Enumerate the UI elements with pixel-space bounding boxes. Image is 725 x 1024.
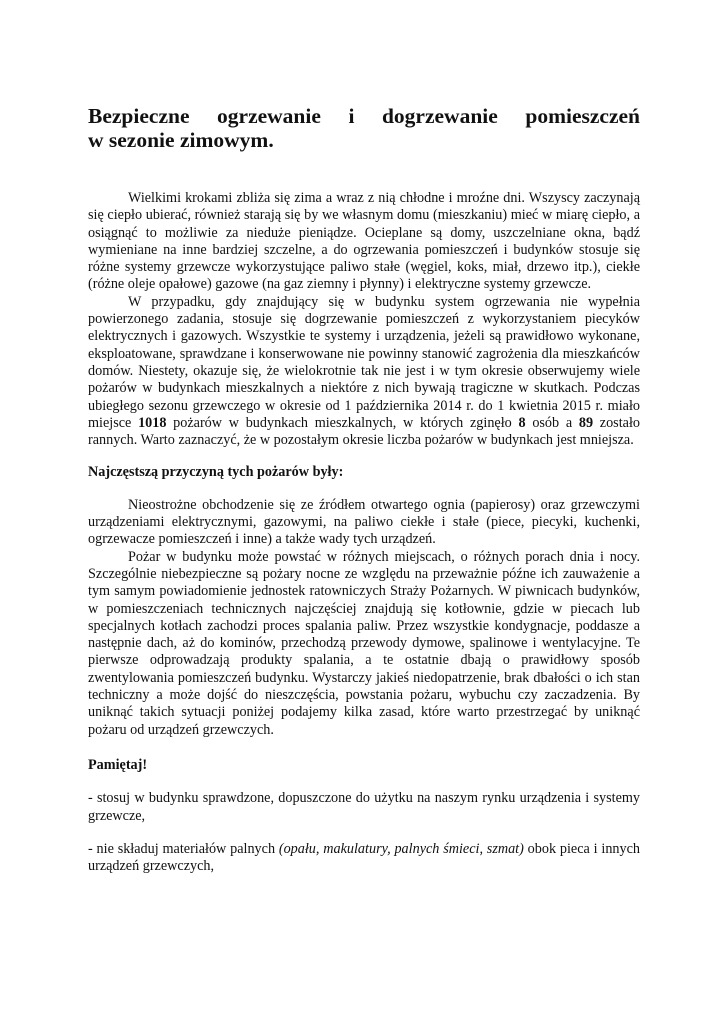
causes-paragraph-1: Nieostrożne obchodzenie się ze źródłem otwartego ognia (papierosy) oraz grzewczymi urządzeniami elektrycznymi, gazowymi, na paliwo ciekłe i stałe (piece, piecyki, kuchenki, ogrzewacze pomieszczeń i inne) a także wady tych urządzeń. xyxy=(88,496,640,548)
intro-p2-text-c: osób a xyxy=(525,414,579,431)
intro-section xyxy=(88,190,640,449)
causes-heading: Najczęstszą przyczyną tych pożarów były: xyxy=(88,464,344,481)
injured-count: 89 xyxy=(578,414,594,431)
causes-section xyxy=(88,497,640,739)
remember-heading: Pamiętaj! xyxy=(88,756,148,773)
intro-p2-text-b: pożarów w budynkach mieszkalnych, w których zginęło xyxy=(166,414,519,431)
causes-paragraph-2: Pożar w budynku może powstać w różnych miejscach, o różnych porach dnia i nocy. Szczególnie niebezpieczne są pożary nocne ze względu na przeważnie późne ich zauważenie a tym samym powiadomienie jednostek ratowniczych Straży Pożarnych. W piwnicach budynków, w pomieszczeniach technicznych najczęściej znajdują się kotłownie, gdzie w piecach lub specjalnych kotłach zachodzi proces spalania paliw. Przez wszystkie kondygnacje, poddasze a następnie dach, aż do kominów, przechodzą przewody dymowe, spalinowe i wentylacyjne. Te pierwsze odprowadzają produkty spalania, a te ostatnie dbają o prawidłowy sposób zwentylowania pomieszczeń budynku. Wystarczy jakieś niedopatrzenie, brak dbałości o ich stan techniczny a może dojść do nieszczęścia, powstania pożaru, wybuchu czy zaczadzenia. By uniknąć takich sytuacji poniżej podajemy kilka zasad, które warto przestrzegać by uniknąć pożaru od urządzeń grzewczych. xyxy=(88,548,640,738)
intro-paragraph-2 xyxy=(88,294,640,450)
rule-2-text-b: obok pieca i innych urządzeń grzewczych, xyxy=(88,840,640,875)
fires-count: 1018 xyxy=(138,414,167,431)
intro-p2-text-d: zostało rannych. Warto zaznaczyć, że w pozostałym okresie liczba pożarów w budynkach jest mniejsza. xyxy=(88,414,640,449)
rule-item-2 xyxy=(88,841,640,876)
rule-item-1: - stosuj w budynku sprawdzone, dopuszczone do użytku na naszym rynku urządzenia i systemy grzewcze, xyxy=(88,790,640,824)
deaths-count: 8 xyxy=(518,414,526,431)
rule-2-text-a: - nie składuj materiałów palnych xyxy=(88,840,279,857)
title-line-2: w sezonie zimowym. xyxy=(88,128,274,152)
title-line-1: Bezpieczne ogrzewanie i dogrzewanie pomieszczeń xyxy=(88,104,640,128)
intro-paragraph-1: Wielkimi krokami zbliża się zima a wraz z nią chłodne i mroźne dni. Wszyscy zaczynają się ciepło ubierać, również starają się by we własnym domu (mieszkaniu) mieć w miarę ciepło, a osiągnąć to możliwie za nieduże pieniądze. Ocieplane są domy, uszczelniane okna, bądź wymieniane na inne bardziej szczelne, a do ogrzewania pomieszczeń i budynków stosuje się różne systemy grzewcze wykorzystujące paliwo stałe (węgiel, koks, miał, drzewo itp.), ciekłe (różne oleje opałowe) gazowe (na gaz ziemny i płynny) i elektryczne systemy grzewcze. xyxy=(88,190,640,293)
document-title xyxy=(88,104,640,152)
document-page xyxy=(88,104,640,875)
intro-p2-text-a: W przypadku, gdy znajdujący się w budynku system ogrzewania nie wypełnia powierzonego zadania, stosuje się dogrzewanie pomieszczeń z wykorzystaniem piecyków elektrycznych i gazowych. Wszystkie te systemy i urządzenia, jeżeli są prawidłowo wykonane, eksploatowane, sprawdzane i konserwowane nie powinny stanowić zagrożenia dla mieszkańców domów. Niestety, okazuje się, że wielokrotnie tak nie jest i w tym okresie obserwujemy wiele pożarów w budynkach mieszkalnych a niektóre z nich bywają tragiczne w skutkach. Podczas ubiegłego sezonu grzewczego w okresie od 1 października 2014 r. do 1 kwietnia 2015 r. miało miejsce xyxy=(88,293,640,431)
rule-2-italic: (opału, makulatury, palnych śmieci, szmat) xyxy=(278,840,524,857)
